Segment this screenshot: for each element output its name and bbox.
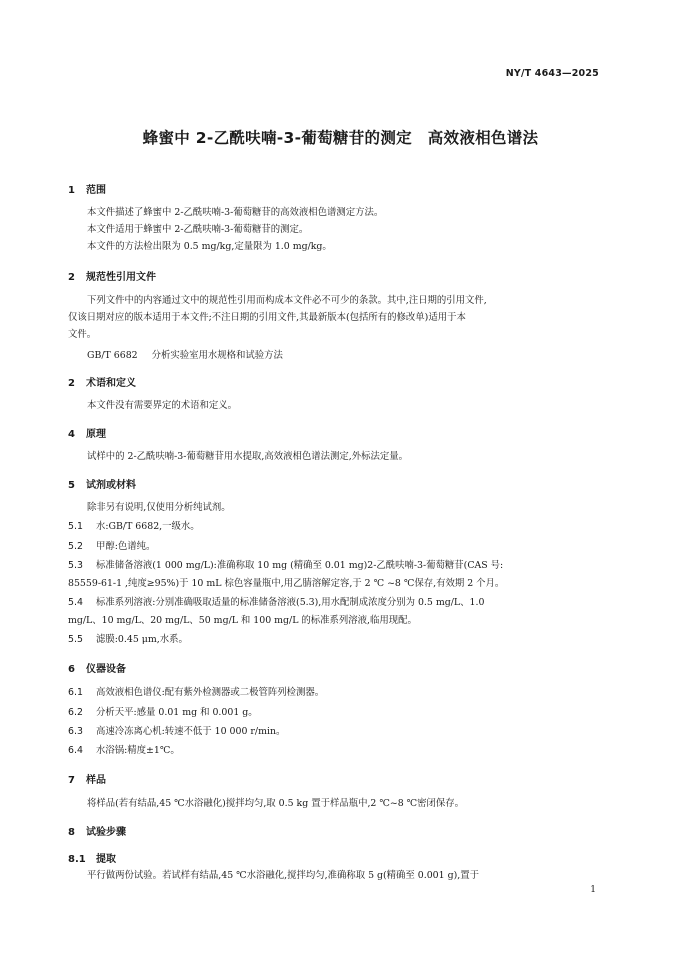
clause-number: 6.3: [68, 726, 83, 737]
paragraph: 本文件没有需要界定的术语和定义。: [87, 400, 238, 411]
paragraph-line: 仅该日期对应的版本适用于本文件;不注日期的引用文件,其最新版本(包括所有的修改单)适用于本: [68, 312, 466, 323]
clause-6-2: [68, 704, 258, 722]
clause-6-1: [68, 684, 324, 702]
paragraph-line: 文件。: [68, 329, 97, 340]
clause-number: 5.1: [68, 521, 83, 532]
clause-number: 5.3: [68, 560, 83, 571]
section-title: 规范性引用文件: [86, 272, 156, 283]
section-title: 样品: [86, 775, 106, 786]
clause-5-5: [68, 631, 188, 649]
section-heading-procedure: [68, 823, 126, 838]
clause-number: 6.4: [68, 745, 83, 756]
section-heading-reagents: [68, 476, 136, 491]
section-title: 范围: [86, 185, 106, 196]
section-heading-normative-references: [68, 268, 156, 283]
section-heading-terms: [68, 374, 136, 389]
clause-text: 高效液相色谱仪:配有紫外检测器或二极管阵列检测器。: [96, 687, 325, 698]
paragraph: 本文件的方法检出限为 0.5 mg/kg,定量限为 1.0 mg/kg。: [87, 241, 332, 252]
section-number: 4: [68, 429, 75, 440]
clause-number: 5.2: [68, 541, 83, 552]
clause-text: 标准系列溶液:分别准确吸取适量的标准储备溶液(5.3),用水配制成浓度分别为 0.5 mg/L、1.0: [96, 597, 485, 608]
clause-5-1: [68, 518, 200, 536]
clause-text: 水:GB/T 6682,一级水。: [96, 521, 200, 532]
section-heading-principle: [68, 425, 106, 440]
subsection-number: 8.1: [68, 854, 86, 865]
clause-text: 高速冷冻离心机:转速不低于 10 000 r/min。: [96, 726, 286, 737]
section-number: 6: [68, 664, 75, 675]
subsection-title: 提取: [96, 854, 116, 865]
clause-number: 5.4: [68, 597, 83, 608]
clause-text: 标准储备溶液(1 000 mg/L):准确称取 10 mg (精确至 0.01 mg)2-乙酰呋喃-3-葡萄糖苷(CAS 号:: [96, 560, 504, 571]
clause-5-3: [68, 557, 504, 592]
clause-text-continued: mg/L、10 mg/L、20 mg/L、50 mg/L 和 100 mg/L 的标准系列溶液,临用现配。: [68, 614, 417, 626]
section-number: 2: [68, 378, 75, 389]
page-number: 1: [590, 885, 596, 895]
clause-number: 5.5: [68, 634, 83, 645]
paragraph-line: 下列文件中的内容通过文中的规范性引用而构成本文件必不可少的条款。其中,注日期的引用文件,: [87, 295, 487, 306]
clause-text: 水浴锅:精度±1℃。: [96, 745, 180, 756]
paragraph: 将样品(若有结晶,45 ℃水浴融化)搅拌均匀,取 0.5 kg 置于样品瓶中,2 ℃~8 ℃密闭保存。: [87, 798, 465, 809]
paragraph: 本文件描述了蜂蜜中 2-乙酰呋喃-3-葡萄糖苷的高效液相色谱测定方法。: [87, 207, 384, 218]
section-title: 试剂或材料: [86, 480, 136, 491]
clause-5-4: [68, 594, 484, 629]
section-title: 试验步骤: [86, 827, 126, 838]
clause-text: 甲醇:色谱纯。: [96, 541, 156, 552]
clause-text: 滤膜:0.45 μm,水系。: [96, 634, 188, 645]
reference-code: GB/T 6682: [87, 350, 138, 361]
section-heading-scope: [68, 181, 106, 196]
subsection-heading-extraction: [68, 850, 116, 865]
section-number: 2: [68, 272, 75, 283]
clause-text: 分析天平:感量 0.01 mg 和 0.001 g。: [96, 707, 258, 718]
paragraph: 本文件适用于蜂蜜中 2-乙酰呋喃-3-葡萄糖苷的测定。: [87, 224, 309, 235]
document-title: 蜂蜜中 2-乙酰呋喃-3-葡萄糖苷的测定 高效液相色谱法: [142, 129, 539, 147]
paragraph: 平行做两份试验。若试样有结晶,45 ℃水浴融化,搅拌均匀,准确称取 5 g(精确至 0.001 g),置于: [87, 870, 479, 881]
reference-title: 分析实验室用水规格和试验方法: [151, 350, 283, 361]
paragraph: 试样中的 2-乙酰呋喃-3-葡萄糖苷用水提取,高效液相色谱法测定,外标法定量。: [87, 451, 409, 462]
section-title: 术语和定义: [86, 378, 136, 389]
section-number: 7: [68, 775, 75, 786]
section-heading-apparatus: [68, 660, 126, 675]
clause-number: 6.2: [68, 707, 83, 718]
section-number: 5: [68, 480, 75, 491]
clause-6-4: [68, 742, 180, 760]
reference-entry: [87, 347, 283, 361]
paragraph: 除非另有说明,仅使用分析纯试剂。: [87, 502, 231, 513]
clause-text-continued: 85559-61-1 ,纯度≥95%)于 10 mL 棕色容量瓶中,用乙腈溶解定容,于 2 ℃ ~8 ℃保存,有效期 2 个月。: [68, 577, 505, 589]
section-title: 原理: [86, 429, 106, 440]
clause-number: 6.1: [68, 687, 83, 698]
section-title: 仪器设备: [86, 664, 126, 675]
section-number: 1: [68, 185, 75, 196]
clause-6-3: [68, 723, 285, 741]
section-number: 8: [68, 827, 75, 838]
standard-code: NY/T 4643—2025: [505, 68, 599, 79]
clause-5-2: [68, 538, 155, 556]
section-heading-sample: [68, 771, 106, 786]
